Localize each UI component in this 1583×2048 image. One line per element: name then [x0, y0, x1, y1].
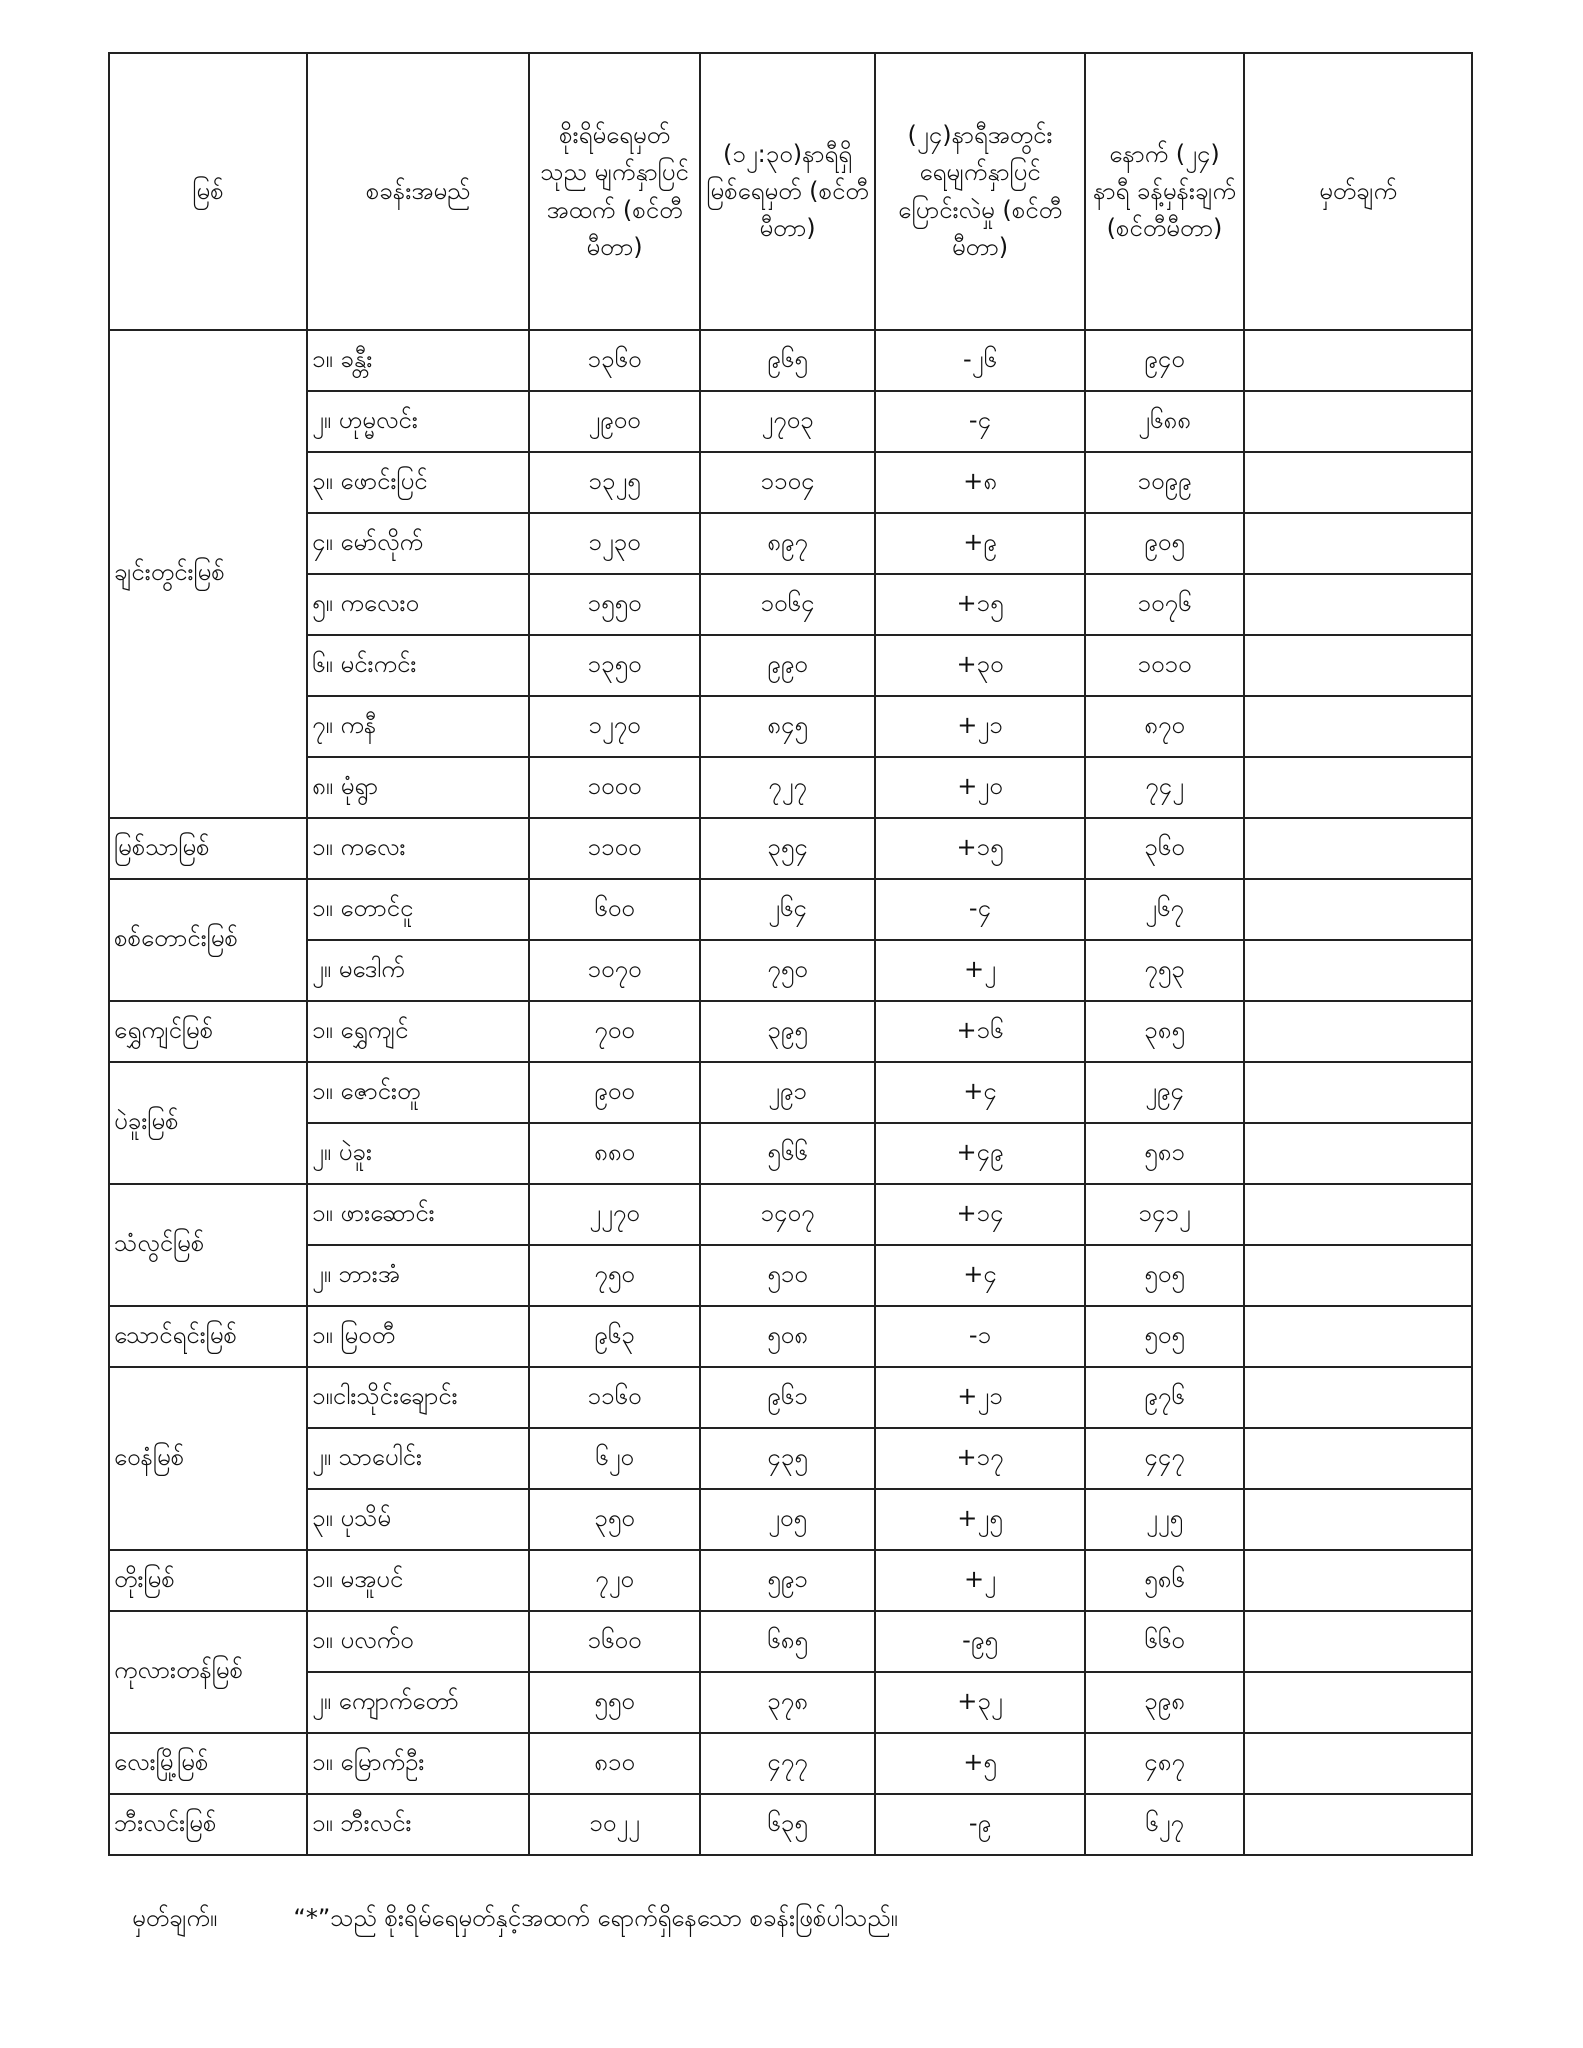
- change-cell: +၁၆: [875, 1001, 1085, 1062]
- forecast-cell: ၇၅၃: [1085, 940, 1244, 1001]
- remark-cell: [1244, 1428, 1472, 1489]
- remark-cell: [1244, 452, 1472, 513]
- table-row: [109, 1428, 1472, 1489]
- remark-cell: [1244, 1672, 1472, 1733]
- forecast-cell: ၂၆၈၈: [1085, 391, 1244, 452]
- header-forecast: နောက် (၂၄) နာရီ ခန့်မှန်းချက် (စင်တီမီတာ): [1085, 53, 1244, 330]
- danger-level-cell: ၇၀၀: [529, 1001, 700, 1062]
- current-level-cell: ၅၁၀: [700, 1245, 875, 1306]
- station-name: ၈။ မုံရွာ: [307, 757, 529, 818]
- river-name: စစ်တောင်းမြစ်: [109, 879, 307, 1001]
- river-name: သံလွင်မြစ်: [109, 1184, 307, 1306]
- forecast-cell: ၅၀၅: [1085, 1306, 1244, 1367]
- forecast-cell: ၄၈၇: [1085, 1733, 1244, 1794]
- forecast-cell: ၈၇၀: [1085, 696, 1244, 757]
- table-row: [109, 1550, 1472, 1611]
- remark-cell: [1244, 879, 1472, 940]
- table-row: [109, 1733, 1472, 1794]
- forecast-cell: ၆၆၀: [1085, 1611, 1244, 1672]
- current-level-cell: ၁၀၆၄: [700, 574, 875, 635]
- danger-level-cell: ၆၀၀: [529, 879, 700, 940]
- danger-level-cell: ၃၅၀: [529, 1489, 700, 1550]
- remark-cell: [1244, 1123, 1472, 1184]
- current-level-cell: ၂၇၀၃: [700, 391, 875, 452]
- change-cell: +၂: [875, 940, 1085, 1001]
- change-cell: +၃၀: [875, 635, 1085, 696]
- remark-cell: [1244, 818, 1472, 879]
- table-row: [109, 1001, 1472, 1062]
- forecast-cell: ၂၂၅: [1085, 1489, 1244, 1550]
- header-danger-level: စိုးရိမ်ရေမှတ် သုည မျက်နှာပြင် အထက် (စင်တီမီတာ): [529, 53, 700, 330]
- table-row: [109, 1123, 1472, 1184]
- change-cell: +၄: [875, 1245, 1085, 1306]
- forecast-cell: ၃၆၀: [1085, 818, 1244, 879]
- current-level-cell: ၈၄၅: [700, 696, 875, 757]
- danger-level-cell: ၁၀၀၀: [529, 757, 700, 818]
- header-remark: မှတ်ချက်: [1244, 53, 1472, 330]
- change-cell: +၂၁: [875, 696, 1085, 757]
- table-row: [109, 1306, 1472, 1367]
- forecast-cell: ၁၄၁၂: [1085, 1184, 1244, 1245]
- table-row: [109, 452, 1472, 513]
- station-name: ၂။ ကျောက်တော်: [307, 1672, 529, 1733]
- current-level-cell: ၇၅၀: [700, 940, 875, 1001]
- remark-cell: [1244, 1001, 1472, 1062]
- forecast-cell: ၂၉၄: [1085, 1062, 1244, 1123]
- forecast-cell: ၅၈၆: [1085, 1550, 1244, 1611]
- forecast-cell: ၁၀၇၆: [1085, 574, 1244, 635]
- remark-cell: [1244, 513, 1472, 574]
- table-row: [109, 1367, 1472, 1428]
- header-station: စခန်းအမည်: [307, 53, 529, 330]
- current-level-cell: ၂၀၅: [700, 1489, 875, 1550]
- forecast-cell: ၇၄၂: [1085, 757, 1244, 818]
- change-cell: +၅: [875, 1733, 1085, 1794]
- current-level-cell: ၃၉၅: [700, 1001, 875, 1062]
- danger-level-cell: ၁၃၂၅: [529, 452, 700, 513]
- table-row: [109, 696, 1472, 757]
- current-level-cell: ၉၆၅: [700, 330, 875, 391]
- table-row: [109, 1184, 1472, 1245]
- header-current-level: (၁၂:၃၀)နာရီရှိ မြစ်ရေမှတ် (စင်တီမီတာ): [700, 53, 875, 330]
- header-river: မြစ်: [109, 53, 307, 330]
- current-level-cell: ၆၃၅: [700, 1794, 875, 1855]
- current-level-cell: ၄၃၅: [700, 1428, 875, 1489]
- change-cell: +၉: [875, 513, 1085, 574]
- danger-level-cell: ၂၉၀၀: [529, 391, 700, 452]
- danger-level-cell: ၁၀၂၂: [529, 1794, 700, 1855]
- change-cell: +၄၉: [875, 1123, 1085, 1184]
- forecast-cell: ၃၉၈: [1085, 1672, 1244, 1733]
- river-name: ရွှေကျင်မြစ်: [109, 1001, 307, 1062]
- river-name: ကုလားတန်မြစ်: [109, 1611, 307, 1733]
- table-row: [109, 635, 1472, 696]
- current-level-cell: ၅၆၆: [700, 1123, 875, 1184]
- danger-level-cell: ၁၂၃၀: [529, 513, 700, 574]
- remark-cell: [1244, 1367, 1472, 1428]
- remark-cell: [1244, 696, 1472, 757]
- change-cell: +၂၀: [875, 757, 1085, 818]
- danger-level-cell: ၇၅၀: [529, 1245, 700, 1306]
- danger-level-cell: ၂၂၇၀: [529, 1184, 700, 1245]
- remark-cell: [1244, 391, 1472, 452]
- station-name: ၁။ ဘီးလင်း: [307, 1794, 529, 1855]
- current-level-cell: ၄၇၇: [700, 1733, 875, 1794]
- danger-level-cell: ၁၅၅၀: [529, 574, 700, 635]
- current-level-cell: ၁၁၀၄: [700, 452, 875, 513]
- current-level-cell: ၉၆၁: [700, 1367, 875, 1428]
- forecast-cell: ၅၀၅: [1085, 1245, 1244, 1306]
- station-name: ၃။ ဖောင်းပြင်: [307, 452, 529, 513]
- current-level-cell: ၈၉၇: [700, 513, 875, 574]
- change-cell: -၉: [875, 1794, 1085, 1855]
- station-name: ၁။ မြောက်ဦး: [307, 1733, 529, 1794]
- station-name: ၁။ ပလက်ဝ: [307, 1611, 529, 1672]
- remark-cell: [1244, 1245, 1472, 1306]
- remark-cell: [1244, 757, 1472, 818]
- table-row: [109, 330, 1472, 391]
- change-cell: -၄: [875, 879, 1085, 940]
- station-name: ၁။ငါးသိုင်းချောင်း: [307, 1367, 529, 1428]
- station-name: ၃။ ပုသိမ်: [307, 1489, 529, 1550]
- forecast-cell: ၁၀၉၉: [1085, 452, 1244, 513]
- station-name: ၁။ ဖားဆောင်း: [307, 1184, 529, 1245]
- danger-level-cell: ၈၈၀: [529, 1123, 700, 1184]
- change-cell: -၄: [875, 391, 1085, 452]
- change-cell: +၁၇: [875, 1428, 1085, 1489]
- station-name: ၂။ သာပေါင်း: [307, 1428, 529, 1489]
- station-name: ၁။ ကလေး: [307, 818, 529, 879]
- footnote: [132, 1902, 898, 1938]
- footnote-label: မှတ်ချက်။: [132, 1904, 218, 1932]
- station-name: ၂။ ပဲခူး: [307, 1123, 529, 1184]
- station-name: ၁။ မြဝတီ: [307, 1306, 529, 1367]
- change-cell: -၁: [875, 1306, 1085, 1367]
- station-name: ၁။ ဇောင်းတူ: [307, 1062, 529, 1123]
- station-name: ၅။ ကလေးဝ: [307, 574, 529, 635]
- remark-cell: [1244, 1489, 1472, 1550]
- remark-cell: [1244, 1550, 1472, 1611]
- current-level-cell: ၉၉၀: [700, 635, 875, 696]
- current-level-cell: ၆၈၅: [700, 1611, 875, 1672]
- header-row: [109, 53, 1472, 330]
- table-row: [109, 1245, 1472, 1306]
- remark-cell: [1244, 1733, 1472, 1794]
- change-cell: +၈: [875, 452, 1085, 513]
- station-name: ၁။ ခန္တီး: [307, 330, 529, 391]
- remark-cell: [1244, 1794, 1472, 1855]
- river-name: မြစ်သာမြစ်: [109, 818, 307, 879]
- remark-cell: [1244, 574, 1472, 635]
- station-name: ၂။ မဒေါက်: [307, 940, 529, 1001]
- station-name: ၇။ ကနီ: [307, 696, 529, 757]
- table-row: [109, 1672, 1472, 1733]
- change-cell: +၄: [875, 1062, 1085, 1123]
- danger-level-cell: ၁၆၀၀: [529, 1611, 700, 1672]
- footnote-text: “*”သည် စိုးရိမ်ရေမှတ်နှင့်အထက် ရောက်ရှိနေသော စခန်းဖြစ်ပါသည်။: [293, 1904, 898, 1932]
- station-name: ၆။ မင်းကင်း: [307, 635, 529, 696]
- table-row: [109, 1062, 1472, 1123]
- remark-cell: [1244, 1184, 1472, 1245]
- station-name: ၁။ ရွှေကျင်: [307, 1001, 529, 1062]
- table-row: [109, 513, 1472, 574]
- forecast-cell: ၆၂၇: [1085, 1794, 1244, 1855]
- danger-level-cell: ၁၁၆၀: [529, 1367, 700, 1428]
- change-cell: +၂၅: [875, 1489, 1085, 1550]
- river-name: လေးမြို့မြစ်: [109, 1733, 307, 1794]
- danger-level-cell: ၉၀၀: [529, 1062, 700, 1123]
- remark-cell: [1244, 1062, 1472, 1123]
- danger-level-cell: ၁၃၅၀: [529, 635, 700, 696]
- danger-level-cell: ၈၁၀: [529, 1733, 700, 1794]
- river-name: တိုးမြစ်: [109, 1550, 307, 1611]
- river-name: ဘီးလင်းမြစ်: [109, 1794, 307, 1855]
- forecast-cell: ၄၄၇: [1085, 1428, 1244, 1489]
- forecast-cell: ၁၀၁၀: [1085, 635, 1244, 696]
- danger-level-cell: ၁၁၀၀: [529, 818, 700, 879]
- forecast-cell: ၉၇၆: [1085, 1367, 1244, 1428]
- current-level-cell: ၃၅၄: [700, 818, 875, 879]
- change-cell: +၃၂: [875, 1672, 1085, 1733]
- remark-cell: [1244, 330, 1472, 391]
- forecast-cell: ၂၆၇: [1085, 879, 1244, 940]
- table-row: [109, 1794, 1472, 1855]
- danger-level-cell: ၆၂၀: [529, 1428, 700, 1489]
- forecast-cell: ၉၀၅: [1085, 513, 1244, 574]
- current-level-cell: ၅၉၁: [700, 1550, 875, 1611]
- station-name: ၂။ ဟုမ္မလင်း: [307, 391, 529, 452]
- danger-level-cell: ၉၆၃: [529, 1306, 700, 1367]
- header-24h-change: (၂၄)နာရီအတွင်း ရေမျက်နှာပြင် ပြောင်းလဲမှု (စင်တီမီတာ): [875, 53, 1085, 330]
- danger-level-cell: ၁၂၇၀: [529, 696, 700, 757]
- river-name: သောင်ရင်းမြစ်: [109, 1306, 307, 1367]
- river-name: ပဲခူးမြစ်: [109, 1062, 307, 1184]
- current-level-cell: ၇၂၇: [700, 757, 875, 818]
- station-name: ၂။ ဘားအံ: [307, 1245, 529, 1306]
- river-level-table: [108, 52, 1473, 1856]
- current-level-cell: ၁၄၀၇: [700, 1184, 875, 1245]
- change-cell: -၂၆: [875, 330, 1085, 391]
- table-row: [109, 1489, 1472, 1550]
- danger-level-cell: ၅၅၀: [529, 1672, 700, 1733]
- remark-cell: [1244, 1611, 1472, 1672]
- change-cell: +၁၄: [875, 1184, 1085, 1245]
- current-level-cell: ၃၇၈: [700, 1672, 875, 1733]
- remark-cell: [1244, 940, 1472, 1001]
- current-level-cell: ၂၉၁: [700, 1062, 875, 1123]
- table-row: [109, 574, 1472, 635]
- remark-cell: [1244, 635, 1472, 696]
- forecast-cell: ၅၈၁: [1085, 1123, 1244, 1184]
- station-name: ၄။ မော်လိုက်: [307, 513, 529, 574]
- table-row: [109, 757, 1472, 818]
- river-name: ချင်းတွင်းမြစ်: [109, 330, 307, 818]
- table-row: [109, 1611, 1472, 1672]
- change-cell: +၁၅: [875, 574, 1085, 635]
- table-row: [109, 818, 1472, 879]
- table-row: [109, 879, 1472, 940]
- river-name: ဝေနံမြစ်: [109, 1367, 307, 1550]
- danger-level-cell: ၇၂၀: [529, 1550, 700, 1611]
- remark-cell: [1244, 1306, 1472, 1367]
- change-cell: +၂: [875, 1550, 1085, 1611]
- current-level-cell: ၂၆၄: [700, 879, 875, 940]
- forecast-cell: ၉၄၀: [1085, 330, 1244, 391]
- danger-level-cell: ၁၀၇၀: [529, 940, 700, 1001]
- change-cell: +၂၁: [875, 1367, 1085, 1428]
- change-cell: +၁၅: [875, 818, 1085, 879]
- table-row: [109, 391, 1472, 452]
- station-name: ၁။ မအူပင်: [307, 1550, 529, 1611]
- danger-level-cell: ၁၃၆၀: [529, 330, 700, 391]
- table-row: [109, 940, 1472, 1001]
- current-level-cell: ၅၀၈: [700, 1306, 875, 1367]
- station-name: ၁။ တောင်ငူ: [307, 879, 529, 940]
- change-cell: -၉၅: [875, 1611, 1085, 1672]
- forecast-cell: ၃၈၅: [1085, 1001, 1244, 1062]
